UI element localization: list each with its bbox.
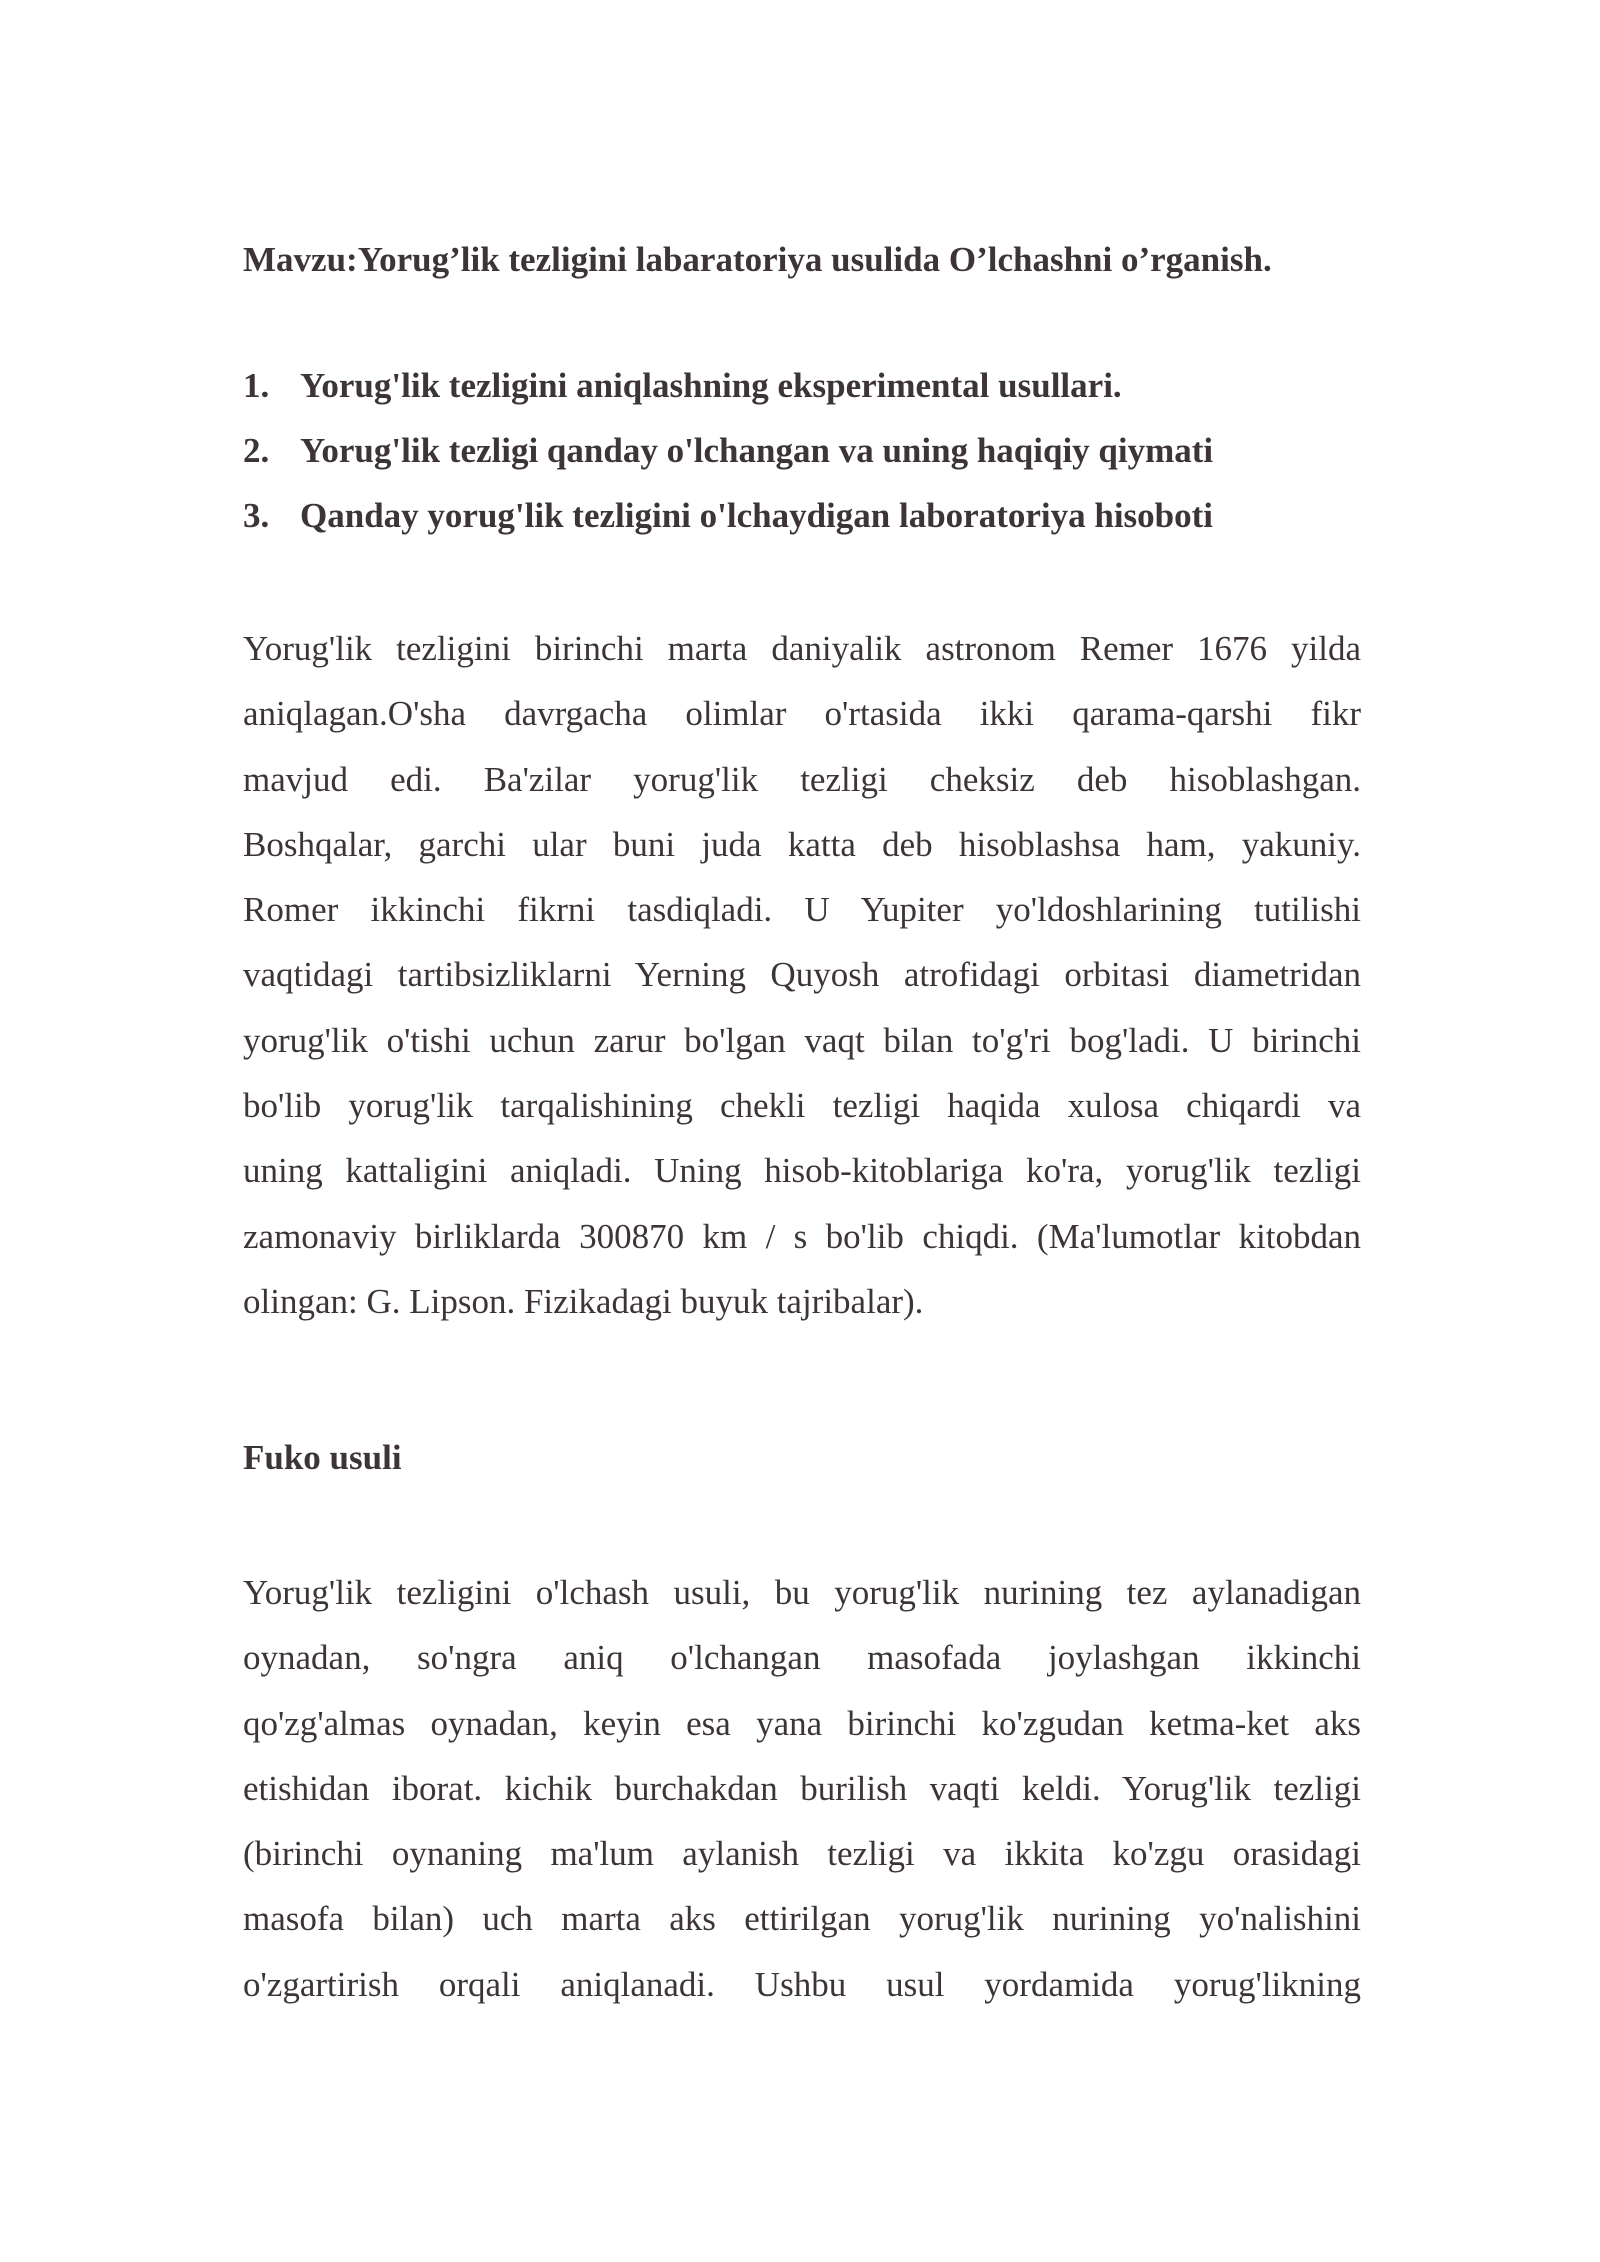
paragraph-line: etishidan iborat. kichik burchakdan burilish vaqti keldi. Yorug'lik tezligi [243,1768,1361,1808]
paragraph-line: oynadan, so'ngra aniq o'lchangan masofada joylashgan ikkinchi [243,1638,1361,1678]
outline-text: Yorug'lik tezligi qanday o'lchangan va uning haqiqiy qiymati [300,431,1214,470]
page-title: Mavzu:Yorug’lik tezligini labaratoriya usulida O’lchashni o’rganish. [243,240,1272,279]
paragraph-line: o'zgartirish orqali aniqlanadi. Ushbu usul yordamida yorug'likning [243,1964,1361,2004]
paragraph-line: mavjud edi. Ba'zilar yorug'lik tezligi cheksiz deb hisoblashgan. [243,759,1361,799]
section-heading: Fuko usuli [243,1438,402,1477]
outline-number: 1. [243,366,270,405]
paragraph-line: Yorug'lik tezligini o'lchash usuli, bu yorug'lik nurining tez aylanadigan [243,1573,1361,1612]
outline-text: Qanday yorug'lik tezligini o'lchaydigan laboratoriya hisoboti [300,496,1214,535]
paragraph-line: Romer ikkinchi fikrni tasdiqladi. U Yupiter yo'ldoshlarining tutilishi [243,890,1361,930]
paragraph-line: yorug'lik o'tishi uchun zarur bo'lgan vaqt bilan to'g'ri bog'ladi. U birinchi [243,1020,1361,1060]
paragraph-line: Yorug'lik tezligini birinchi marta daniyalik astronom Remer 1676 yilda [243,629,1361,668]
topic-outline [243,362,1213,557]
paragraph-line: uning kattaligini aniqladi. Uning hisob-kitoblariga ko'ra, yorug'lik tezligi [243,1151,1361,1191]
paragraph-line: masofa bilan) uch marta aks ettirilgan yorug'lik nurining yo'nalishini [243,1899,1361,1939]
outline-item [243,362,1213,427]
outline-number: 3. [243,496,270,535]
paragraph-line: zamonaviy birliklarda 300870 km / s bo'lib chiqdi. (Ma'lumotlar kitobdan [243,1216,1361,1256]
section-paragraph [243,1560,1361,2017]
paragraph-line: (birinchi oynaning ma'lum aylanish tezligi va ikkita ko'zgu orasidagi [243,1834,1361,1874]
outline-item [243,427,1213,492]
outline-item [243,492,1213,557]
paragraph-line: Boshqalar, garchi ular buni juda katta deb hisoblashsa ham, yakuniy. [243,824,1361,864]
paragraph-line: bo'lib yorug'lik tarqalishining chekli tezligi haqida xulosa chiqardi va [243,1086,1361,1126]
outline-text: Yorug'lik tezligini aniqlashning eksperimental usullari. [300,366,1122,405]
paragraph-line: vaqtidagi tartibsizliklarni Yerning Quyosh atrofidagi orbitasi diametridan [243,955,1361,995]
paragraph-line: olingan: G. Lipson. Fizikadagi buyuk tajribalar). [243,1281,924,1321]
intro-paragraph [243,616,1361,1334]
paragraph-line: aniqlagan.O'sha davrgacha olimlar o'rtasida ikki qarama-qarshi fikr [243,694,1361,734]
outline-number: 2. [243,431,270,470]
paragraph-line: qo'zg'almas oynadan, keyin esa yana birinchi ko'zgudan ketma-ket aks [243,1703,1361,1743]
